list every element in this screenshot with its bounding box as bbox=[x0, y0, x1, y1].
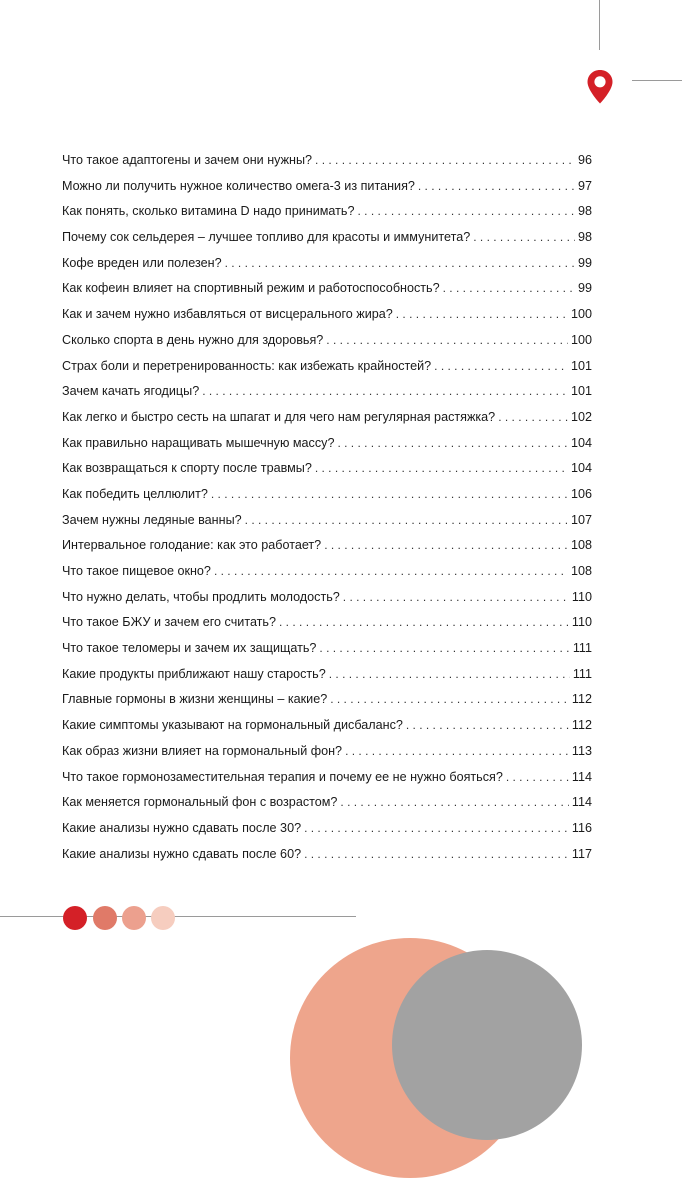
toc-entry-title: Как кофеин влияет на спортивный режим и работоспособность? bbox=[62, 281, 440, 296]
toc-entry-title: Кофе вреден или полезен? bbox=[62, 255, 222, 270]
toc-entry-title: Страх боли и перетренированность: как избежать крайностей? bbox=[62, 358, 432, 373]
toc-entry bbox=[62, 148, 592, 174]
toc-leader-dots bbox=[202, 379, 568, 405]
toc-leader-dots bbox=[319, 636, 569, 662]
decor-circle-gray bbox=[392, 950, 582, 1140]
toc-entry bbox=[62, 379, 592, 405]
toc-entry-title: Как победить целлюлит? bbox=[62, 486, 208, 501]
toc-entry-page: 102 bbox=[570, 409, 592, 424]
toc-entry-title: Как и зачем нужно избавляться от висцерального жира? bbox=[62, 307, 393, 322]
toc-entry-page: 113 bbox=[571, 743, 592, 758]
map-pin-icon bbox=[586, 69, 614, 105]
toc-entry-page: 98 bbox=[577, 204, 592, 219]
toc-entry-title: Что нужно делать, чтобы продлить молодость? bbox=[62, 589, 340, 604]
toc-entry bbox=[62, 431, 592, 457]
toc-entry-page: 101 bbox=[570, 384, 592, 399]
toc-entry-title: Что такое пищевое окно? bbox=[62, 564, 211, 578]
toc-entry-title: Какие продукты приближают нашу старость? bbox=[62, 666, 326, 681]
toc-entry-title: Что такое БЖУ и зачем его считать? bbox=[62, 615, 277, 630]
toc-entry bbox=[62, 302, 592, 328]
table-of-contents bbox=[62, 148, 592, 867]
toc-entry-page: 112 bbox=[571, 692, 592, 707]
toc-entry bbox=[62, 251, 592, 277]
toc-entry-page: 116 bbox=[571, 820, 592, 835]
toc-entry-title: Какие анализы нужно сдавать после 60? bbox=[62, 846, 302, 861]
toc-entry-title: Зачем качать ягодицы? bbox=[62, 384, 200, 399]
toc-leader-dots bbox=[434, 354, 568, 380]
toc-entry-title: Как меняется гормональный фон с возрастом? bbox=[62, 795, 338, 810]
toc-leader-dots bbox=[304, 842, 569, 868]
toc-entry-page: 104 bbox=[570, 461, 592, 476]
toc-leader-dots bbox=[473, 225, 575, 251]
toc-leader-dots bbox=[315, 148, 575, 174]
toc-leader-dots bbox=[340, 790, 569, 816]
toc-entry-title: Главные гормоны в жизни женщины – какие? bbox=[62, 692, 328, 707]
toc-leader-dots bbox=[245, 508, 568, 534]
toc-entry-page: 108 bbox=[570, 564, 592, 578]
toc-entry bbox=[62, 174, 592, 200]
toc-entry bbox=[62, 354, 592, 380]
toc-entry-title: Что такое теломеры и зачем их защищать? bbox=[62, 641, 317, 656]
toc-leader-dots bbox=[406, 713, 569, 739]
toc-entry-title: Интервальное голодание: как это работает? bbox=[62, 538, 322, 553]
toc-entry bbox=[62, 533, 592, 559]
toc-entry-title: Что такое гормонозаместительная терапия и почему ее не нужно бояться? bbox=[62, 769, 503, 784]
toc-entry-page: 110 bbox=[571, 615, 592, 630]
toc-entry-page: 111 bbox=[572, 641, 592, 656]
toc-entry bbox=[62, 662, 592, 688]
toc-entry-title: Как легко и быстро сесть на шпагат и для чего нам регулярная растяжка? bbox=[62, 409, 496, 424]
toc-entry-title: Какие анализы нужно сдавать после 30? bbox=[62, 820, 302, 835]
toc-leader-dots bbox=[358, 199, 575, 225]
toc-leader-dots bbox=[498, 405, 568, 431]
toc-entry-page: 114 bbox=[571, 795, 592, 810]
toc-entry bbox=[62, 739, 592, 765]
toc-entry bbox=[62, 328, 592, 354]
toc-entry bbox=[62, 713, 592, 739]
toc-entry-title: Как правильно наращивать мышечную массу? bbox=[62, 435, 335, 450]
toc-entry-page: 98 bbox=[577, 230, 592, 245]
toc-entry-page: 114 bbox=[571, 769, 592, 784]
toc-entry-page: 101 bbox=[570, 358, 592, 373]
toc-entry bbox=[62, 765, 592, 791]
top-horizontal-rule bbox=[632, 80, 682, 81]
toc-leader-dots bbox=[343, 585, 569, 611]
toc-entry-title: Какие симптомы указывают на гормональный дисбаланс? bbox=[62, 718, 403, 733]
toc-entry-page: 99 bbox=[577, 255, 592, 270]
toc-entry-title: Что такое адаптогены и зачем они нужны? bbox=[62, 153, 313, 167]
toc-entry-title: Как понять, сколько витамина D надо принимать? bbox=[62, 204, 355, 219]
toc-entry-page: 96 bbox=[577, 153, 592, 167]
toc-leader-dots bbox=[418, 174, 575, 200]
toc-entry bbox=[62, 225, 592, 251]
toc-entry-page: 112 bbox=[571, 718, 592, 733]
toc-entry-title: Как возвращаться к спорту после травмы? bbox=[62, 461, 312, 476]
toc-entry-page: 111 bbox=[572, 666, 592, 681]
toc-leader-dots bbox=[326, 328, 568, 354]
toc-leader-dots bbox=[315, 456, 568, 482]
toc-entry-page: 104 bbox=[570, 435, 592, 450]
toc-entry bbox=[62, 585, 592, 611]
toc-leader-dots bbox=[345, 739, 569, 765]
toc-leader-dots bbox=[279, 610, 569, 636]
toc-leader-dots bbox=[225, 251, 575, 277]
toc-entry-page: 107 bbox=[570, 512, 592, 527]
toc-leader-dots bbox=[304, 816, 569, 842]
toc-leader-dots bbox=[330, 687, 569, 713]
toc-entry bbox=[62, 276, 592, 302]
toc-entry-page: 100 bbox=[570, 332, 592, 347]
toc-entry bbox=[62, 610, 592, 636]
toc-entry bbox=[62, 199, 592, 225]
toc-entry-page: 108 bbox=[570, 538, 592, 553]
top-vertical-rule bbox=[599, 0, 600, 50]
toc-entry bbox=[62, 816, 592, 842]
toc-entry bbox=[62, 559, 592, 585]
toc-entry bbox=[62, 405, 592, 431]
toc-leader-dots bbox=[211, 482, 568, 508]
toc-leader-dots bbox=[443, 276, 575, 302]
toc-entry-page: 117 bbox=[571, 846, 592, 861]
toc-entry bbox=[62, 482, 592, 508]
decor-dot-coral bbox=[93, 906, 117, 930]
toc-entry-title: Как образ жизни влияет на гормональный фон? bbox=[62, 743, 343, 758]
toc-entry-title: Сколько спорта в день нужно для здоровья? bbox=[62, 332, 324, 347]
toc-entry-page: 99 bbox=[577, 281, 592, 296]
toc-leader-dots bbox=[396, 302, 568, 328]
toc-leader-dots bbox=[337, 431, 568, 457]
toc-leader-dots bbox=[329, 662, 570, 688]
toc-entry bbox=[62, 636, 592, 662]
decor-dot-light-peach bbox=[151, 906, 175, 930]
toc-entry-page: 106 bbox=[570, 486, 592, 501]
decor-dot-red bbox=[63, 906, 87, 930]
toc-entry bbox=[62, 687, 592, 713]
toc-entry bbox=[62, 790, 592, 816]
toc-entry bbox=[62, 456, 592, 482]
toc-entry-title: Почему сок сельдерея – лучшее топливо для красоты и иммунитета? bbox=[62, 230, 471, 245]
toc-entry bbox=[62, 842, 592, 868]
toc-leader-dots bbox=[506, 765, 569, 791]
toc-entry-title: Зачем нужны ледяные ванны? bbox=[62, 512, 242, 527]
toc-entry bbox=[62, 508, 592, 534]
toc-leader-dots bbox=[214, 559, 568, 585]
toc-entry-page: 110 bbox=[571, 589, 592, 604]
toc-leader-dots bbox=[324, 533, 568, 559]
toc-entry-title: Можно ли получить нужное количество омега-3 из питания? bbox=[62, 178, 415, 193]
toc-entry-page: 97 bbox=[577, 178, 592, 193]
toc-entry-page: 100 bbox=[570, 307, 592, 322]
bottom-rule bbox=[0, 916, 356, 917]
decor-dot-peach bbox=[122, 906, 146, 930]
